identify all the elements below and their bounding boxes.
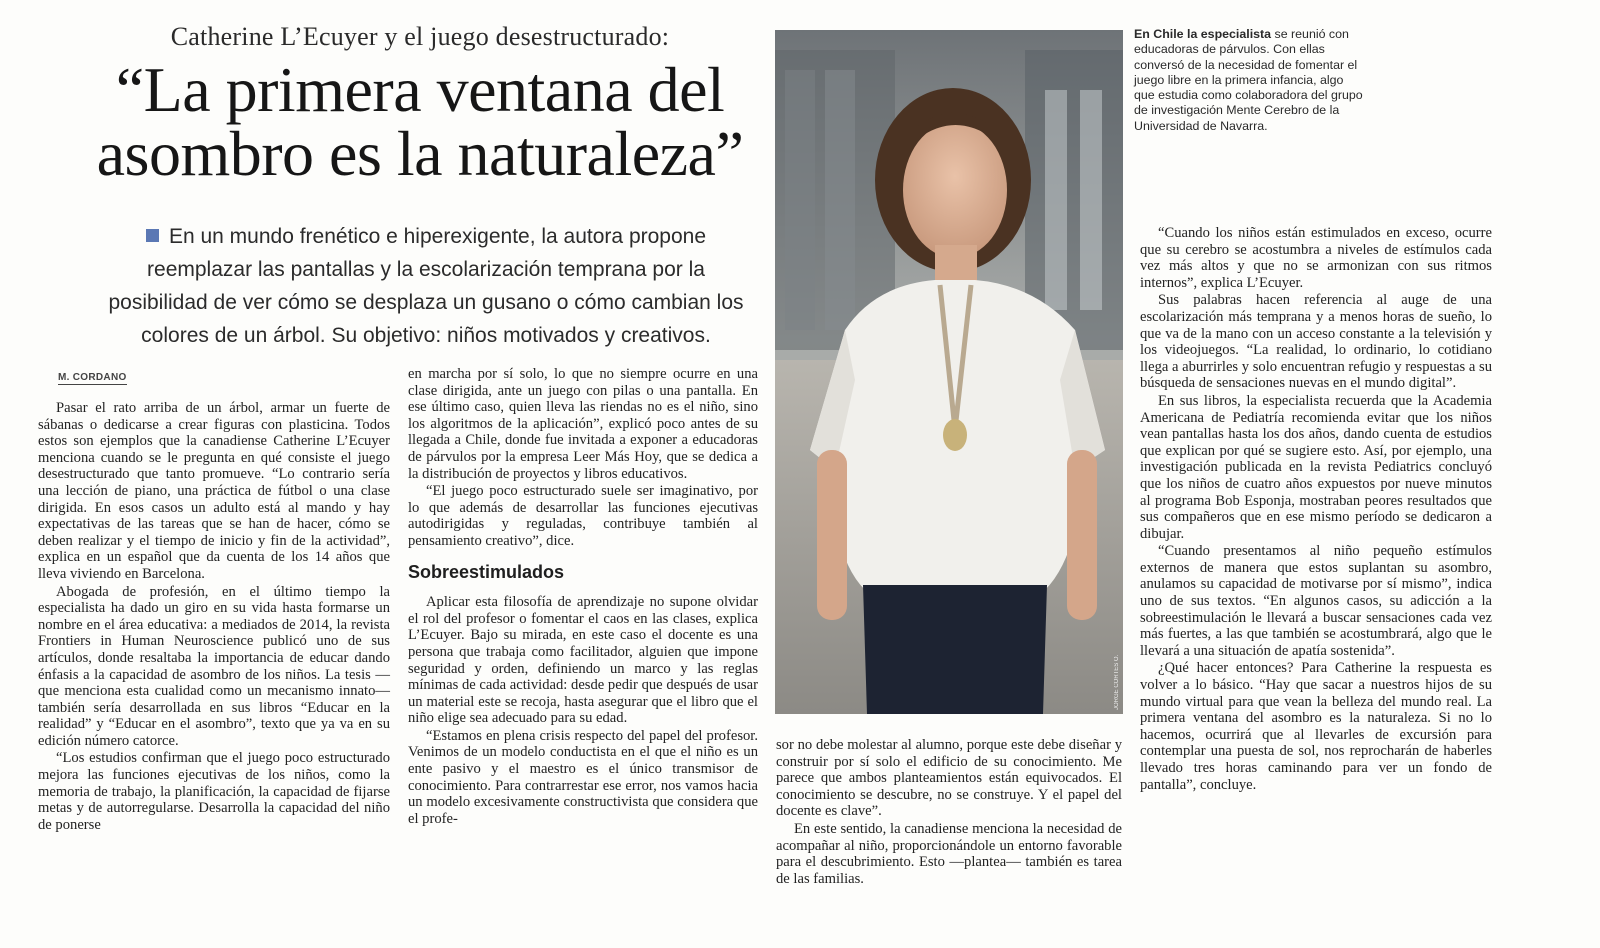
lead-line: colores de un árbol. Su objetivo: niños motivados y creativos. [141, 324, 711, 347]
body-paragraph: ¿Qué hacer entonces? Para Catherine la respuesta es volver a lo básico. “Hay que sacar a nuestros hijos de su mundo virtual para que vean la belleza del mundo real. La primera ventana del asombro es la naturaleza. Si no lo hacemos, ocurrirá que al llevarles de excursión para contemplar una puesta de sol, nos reprocharán de haberles llevado tres horas caminando para ver un fondo de pantalla”, concluye. [1140, 660, 1492, 793]
photo-credit: JORGE CORTES O. [1114, 654, 1120, 710]
headline-line-1: “La primera ventana del [115, 54, 725, 125]
body-paragraph: Abogada de profesión, en el último tiempo la especialista ha dado un giro en su vida hasta formarse un nombre en el área educativa: a mediados de 2014, la revista Frontiers in Human Neuroscience publicó uno de sus artículos, donde resaltaba la importancia de educar dando énfasis a la capacidad de asombro de los niños. La tesis —que menciona esta cualidad como un mecanismo innato— también sería desarrollada en sus libros “Educar en la realidad” y “Educar en el asombro”, texto que ya va en su edición número catorce. [38, 583, 390, 749]
portrait-illustration [775, 30, 1123, 714]
body-paragraph: sor no debe molestar al alumno, porque este debe diseñar y construir por sí solo el edificio de su conocimiento. Me parece que ambos planteamientos están equivocados. El conocimiento se descubre, no se construye. Y el papel del docente es clave”. [776, 737, 1122, 820]
body-column-3 [776, 737, 1122, 887]
arm-left [817, 450, 847, 620]
photo [775, 30, 1123, 714]
lead-line: posibilidad de ver cómo se desplaza un gusano o cómo cambian los [108, 291, 744, 314]
lead-line [62, 220, 790, 253]
kicker: Catherine L’Ecuyer y el juego desestructurado: [170, 22, 670, 51]
headline-line-2: asombro es la naturaleza” [96, 118, 744, 189]
lead-text-1: En un mundo frenético e hiperexigente, la autora propone [168, 225, 707, 248]
body-column-2 [408, 366, 758, 827]
caption-lead: En Chile la especialista [1134, 27, 1272, 41]
subheading: Sobreestimulados [408, 561, 565, 582]
body-paragraph: Aplicar esta filosofía de aprendizaje no supone olvidar el rol del profesor o fomentar el caos en las clases, explica L’Ecuyer. Bajo su mirada, en este caso el docente es una persona que trabaja como facilitador, alguien que impone seguridad y orden, definiendo un marco y las reglas mínimas de cada actividad: desde pedir que después de usar un material este se recoja, hasta asegurar que el libro que el niño elige sea adecuado para su edad. [408, 594, 758, 727]
body-paragraph: Pasar el rato arriba de un árbol, armar un fuerte de sábanas o dedicarse a crear figuras con plasticina. Todos estos son ejemplos que la canadiense Catherine L’Ecuyer menciona cuando se le pregunta en qué consiste el juego desestructurado que tanto promueve. “Lo contrario sería una lección de piano, una práctica de fútbol o una clase dirigida. En esos casos un adulto está al mando y hay expectativas de las tareas que se han de hacer, cómo se deben realizar y el tiempo de inicio y fin de la actividad”, explica en un español que da cuenta de los 14 años que lleva viviendo en Barcelona. [38, 400, 390, 582]
dark-trousers [863, 585, 1047, 714]
body-paragraph: “Cuando presentamos al niño pequeño estímulos externos de manera que estos suplantan su asombro, anulamos su capacidad de motivarse por sí mismo”, indica uno de sus textos. “En algunos casos, su adicción a la sobreestimulación le llevará a buscar sensaciones cada vez más fuertes, a las que también se acostumbrará, algo que le llevará a una situación de apatía sostenida”. [1140, 543, 1492, 659]
body-paragraph: En sus libros, la especialista recuerda que la Academia Americana de Pediatría recomienda evitar que los niños vean pantallas hasta los dos años, dando cuenta de estudios que explican por qué se sugiere esto. Así, por ejemplo, una investigación publicada en la revista Pediatrics concluyó que los niños de cuatro años expuestos por nueve minutos al programa Bob Esponja, mostraban peores resultados que sus compañeros que en ese mismo período se dedicaron a dibujar. [1140, 392, 1492, 542]
body-paragraph: “Los estudios confirman que el juego poco estructurado mejora las funciones ejecutivas de los niños, como la memoria de trabajo, la planificación, la capacidad de fijarse metas y de autorregularse. Desarrolla la capacidad del niño de ponerse [38, 750, 390, 833]
body-paragraph: en marcha por sí solo, lo que no siempre ocurre en una clase dirigida, ante un juego con pilas o una pantalla. En ese último caso, quien lleva las riendas no es el niño, sino los algoritmos de la aplicación”, explicó poco antes de su llegada a Chile, donde fue invitada a exponer a educadoras de párvulos por la empresa Leer Más Hoy, que se dedica a la distribución de proyectos y libros educativos. [408, 366, 758, 482]
body-paragraph: Sus palabras hacen referencia al auge de una escolarización más temprana y a menos horas de sueño, lo que va de la mano con un acceso constante a la televisión y los videojuegos. “La realidad, lo ordinario, lo cotidiano llega a aburrirles y solo encuentran refugio y respuestas a su búsqueda de sensaciones nuevas en el mundo digital”. [1140, 292, 1492, 392]
body-column-1 [38, 400, 390, 833]
byline: M. CORDANO [58, 372, 127, 383]
lead-paragraph [62, 220, 790, 352]
caption-text: se reunió con educadoras de párvulos. Con ellas conversó de la necesidad de fomentar el juego libre en la primera infancia, algo que estudia como colaboradora del grupo de investigación Mente Cerebro de la Universidad de Navarra. [1134, 27, 1363, 133]
body-column-4 [1140, 225, 1492, 793]
headline [40, 54, 800, 189]
arm-right [1067, 450, 1097, 620]
photo-caption [1134, 27, 1366, 134]
face [903, 122, 1007, 258]
bullet-square-icon [146, 229, 159, 242]
pendant [943, 419, 967, 451]
lead-line: reemplazar las pantallas y la escolarización temprana por la [147, 258, 705, 281]
body-paragraph: “Estamos en plena crisis respecto del papel del profesor. Venimos de un modelo conductista en el que el niño es un ente pasivo y el maestro es el único transmisor de conocimiento. Para contrarrestar ese error, nos vamos hacia un modelo excesivamente constructivista que considera que el profe- [408, 727, 758, 827]
body-paragraph: En este sentido, la canadiense menciona la necesidad de acompañar al niño, proporcionándole un entorno favorable para el descubrimiento. Esto —plantea— también es tarea de las familias. [776, 820, 1122, 887]
body-paragraph: “Cuando los niños están estimulados en exceso, ocurre que su cerebro se acostumbra a niveles de estímulos cada vez más altos y que no se armonizan con sus ritmos internos”, explica L’Ecuyer. [1140, 225, 1492, 291]
body-paragraph: “El juego poco estructurado suele ser imaginativo, por lo que además de desarrollar las funciones ejecutivas autodirigidas y reguladas, contribuye también al pensamiento creativo”, dice. [408, 483, 758, 549]
